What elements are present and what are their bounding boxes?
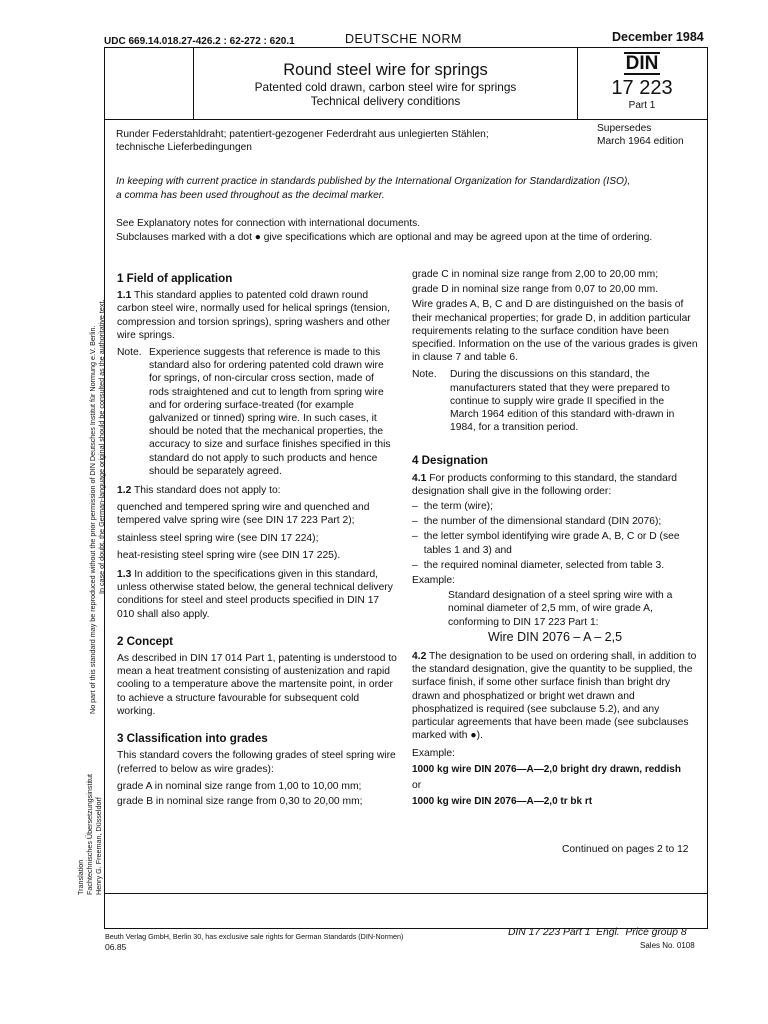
list-item: – the number of the dimensional standard (DIN 2076);: [412, 516, 662, 528]
clause-text: For products conforming to this standard, the standard designation shall give in the following order:: [412, 472, 678, 497]
copyright-notice-2: In case of doubt, the German-language original should be consulted as the authoritative text.: [97, 299, 106, 594]
clause-text: This standard applies to patented cold drawn round carbon steel wire, normally used for helical springs (tension, compression and torsion springs), spring washers and other wire springs.: [117, 290, 391, 341]
clause-number: 1.1: [117, 290, 132, 302]
din-part: Part 1: [628, 100, 656, 111]
german-title-line-2: technische Lieferbedingungen: [116, 142, 252, 153]
note-2: [412, 368, 698, 434]
example-text: Standard designation of a steel spring wire with a nominal diameter of 2,5 mm, of wire grade A, conforming to DIN 17 223 Part 1:: [448, 590, 673, 628]
clause-1-3: [117, 568, 397, 621]
document-subtitle-2: Technical delivery conditions: [310, 94, 461, 108]
list-item: – the letter symbol identifying wire grade A, B, C or D (see tables 1 and 3) and: [412, 530, 698, 556]
footer-date-code: 06.85: [105, 942, 127, 952]
copyright-notice-1: No part of this standard may be reproduced without the prior permission of DIN Deutsches Institut für Normung e.V. Berlin.: [88, 325, 97, 714]
clause-1-2: [117, 484, 397, 497]
example-2-line-1: 1000 kg wire DIN 2076—A—2,0 bright dry drawn, reddish: [412, 763, 681, 775]
exclusion-item-3: heat-resisting steel spring wire (see DIN 17 225).: [117, 549, 341, 561]
section-1-heading: 1 Field of application: [117, 272, 233, 285]
note-label: Note.: [117, 347, 142, 359]
list-item-text: the number of the dimensional standard (DIN 2076);: [423, 516, 662, 528]
example-label: Example:: [412, 575, 455, 587]
grade-c-text: grade C in nominal size range from 2,00 to 20,00 mm;: [412, 269, 659, 280]
title-bottom-rule: [104, 119, 708, 120]
intro-notes: [116, 217, 702, 245]
german-title: [116, 128, 586, 154]
clause-4-2: [412, 650, 698, 742]
footer-reference: DIN 17 223 Part 1 Engl. Price group 8: [508, 927, 687, 938]
list-item-text: the term (wire);: [423, 501, 493, 513]
list-item: – the required nominal diameter, selected from table 3.: [412, 559, 665, 571]
optional-subclauses-text: Subclauses marked with a dot ● give specifications which are optional and may be agreed upon at the time of ordering.: [116, 232, 653, 243]
footer-sale-rights: Beuth Verlag GmbH, Berlin 30, has exclusive sale rights for German Standards (DIN-Normen): [105, 932, 404, 941]
list-item-text: the required nominal diameter, selected from table 3.: [423, 559, 665, 571]
clause-number: 1.3: [117, 569, 132, 581]
footer-sales-number: Sales No. 0108: [640, 941, 695, 950]
note-1: [117, 346, 397, 478]
din-logo-block: [578, 52, 706, 111]
translation-institute: Fachtechnisches Übersetzungsinstitut: [85, 773, 94, 895]
grades-description: Wire grades A, B, C and D are distinguished on the basis of their mechanical properties; for grade D, in addition particular requirements relating to the surface condition have been specified. Information on the use of the various grades is given in clause 7 and table 6.: [412, 299, 698, 364]
section-3-text: This standard covers the following grades of steel spring wire (referred to below as wire grades):: [117, 750, 396, 775]
din-number: 17 223: [611, 77, 673, 99]
din-logo: DIN: [625, 53, 659, 74]
clause-text: The designation to be used on ordering shall, in addition to the standard designation, give the quantity to be supplied, the surface finish, if some other surface finish than bright dry drawn and phosphatized or bright wet drawn and phosphatized is required (see subclause 5.2), and any particular agreements that have been made (see subclauses marked with ●).: [412, 651, 697, 742]
footer-publisher: [105, 932, 403, 952]
document-title: Round steel wire for springs: [283, 61, 488, 79]
section-2-text: As described in DIN 17 014 Part 1, patenting is understood to mean a heat treatment consisting of austenization and rapid cooling to a temperature above the martensite point, in order to achieve a structure favourable for subsequent cold working.: [117, 653, 397, 717]
clause-number: 1.2: [117, 485, 132, 497]
iso-note: [116, 175, 702, 202]
right-column: [412, 268, 698, 812]
clause-number: 4.2: [412, 651, 427, 663]
translation-label: Translation: [76, 859, 85, 895]
udc-code: UDC 669.14.018.27-426.2 : 62-272 : 620.1: [104, 36, 295, 47]
supersedes: [597, 122, 684, 148]
left-column: [117, 272, 397, 812]
explanatory-notes-text: See Explanatory notes for connection with international documents.: [116, 218, 421, 229]
iso-note-line-2: a comma has been used throughout as the decimal marker.: [116, 189, 385, 201]
german-title-line-1: Runder Federstahldraht; patentiert-gezogener Federdraht aus unlegierten Stählen;: [116, 129, 489, 140]
example-2-or: or: [412, 779, 422, 791]
clause-text: In addition to the specifications given in this standard, unless otherwise stated below, the general technical delivery conditions for steel and steel products specified in DIN 17 010 shall also apply.: [117, 569, 393, 620]
list-item: – the term (wire);: [412, 501, 493, 513]
list-item-text: the letter symbol identifying wire grade A, B, C or D (see tables 1 and 3) and: [423, 531, 680, 556]
clause-1-1: [117, 289, 397, 342]
standard-type: DEUTSCHE NORM: [345, 32, 462, 46]
section-4-heading: 4 Designation: [412, 454, 489, 468]
iso-note-line-1: In keeping with current practice in standards published by the International Organization for Standardization (ISO),: [116, 176, 631, 187]
document-subtitle-1: Patented cold drawn, carbon steel wire for springs: [254, 80, 517, 94]
designation-list: [412, 500, 698, 572]
example-designation: Wire DIN 2076 – A – 2,5: [487, 629, 623, 644]
exclusion-item-2: stainless steel spring wire (see DIN 17 224);: [117, 532, 319, 544]
frame-bottom-rule: [104, 893, 708, 894]
grade-b-text: grade B in nominal size range from 0,30 to 20,00 mm;: [117, 795, 363, 807]
example-2-line-2: 1000 kg wire DIN 2076—A—2,0 tr bk rt: [412, 796, 593, 808]
note-text: During the discussions on this standard, the manufacturers stated that they were prepared to continue to supply wire grade II specified in the March 1964 edition of this standard with-drawn in 1984, for a transition period.: [450, 369, 675, 434]
supersedes-value: March 1964 edition: [597, 136, 684, 147]
issue-date: December 1984: [612, 30, 704, 44]
grade-a-text: grade A in nominal size range from 1,00 to 10,00 mm;: [117, 780, 362, 792]
note-text: Experience suggests that reference is made to this standard also for ordering patented cold drawn wire for springs, of non-circular cross section, made of rods straightened and cut to length from spring wire and for ordering surface-treated (for example galvanized or tinned) spring wire. In such cases, it should be noted that the mechanical properties, the accuracy to size and surface finishes specified in this standard do not apply to such products and hence should be separately agreed.: [149, 347, 391, 477]
clause-4-1: [412, 472, 698, 498]
section-2-heading: 2 Concept: [117, 634, 174, 648]
clause-number: 4.1: [412, 472, 427, 484]
example-2-label: Example:: [412, 747, 455, 759]
exclusion-item-1: quenched and tempered spring wire and quenched and tempered valve spring wire (see DIN 17 223 Part 2);: [117, 502, 370, 527]
translator-name: Henry G. Freeman, Düsseldorf: [94, 797, 103, 895]
supersedes-label: Supersedes: [597, 123, 652, 134]
continued-note: Continued on pages 2 to 12: [562, 844, 689, 855]
grade-d-text: grade D in nominal size range from 0,07 to 20,00 mm.: [412, 284, 659, 296]
section-3-heading: 3 Classification into grades: [117, 732, 268, 746]
clause-text: This standard does not apply to:: [131, 485, 281, 497]
note-label: Note.: [412, 369, 437, 381]
title-block: [194, 60, 577, 108]
